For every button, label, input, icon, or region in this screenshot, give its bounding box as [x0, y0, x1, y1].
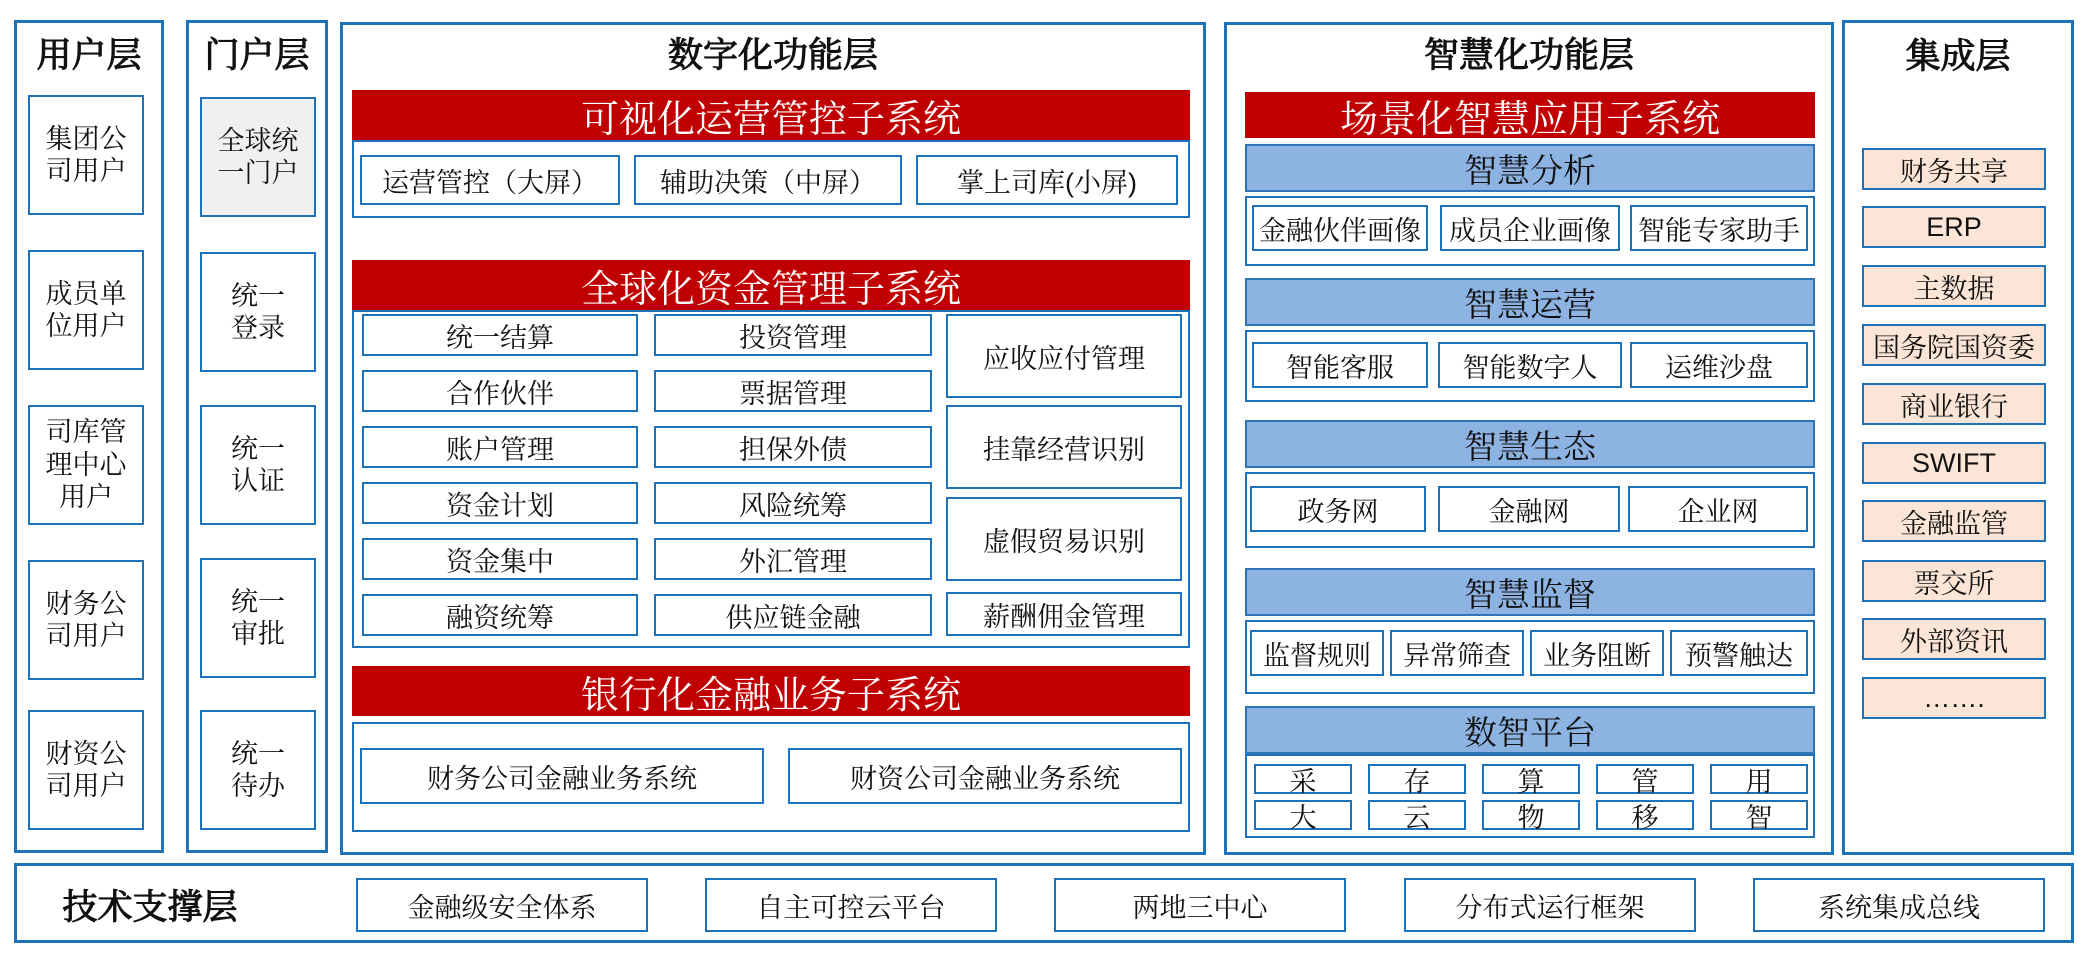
- user-item-member[interactable]: 成员单位用户: [28, 250, 144, 370]
- global-item[interactable]: 融资统筹: [362, 594, 638, 636]
- platform-cell[interactable]: 大: [1254, 800, 1352, 830]
- smart-analysis-item[interactable]: 金融伙伴画像: [1252, 205, 1428, 251]
- smart-ecology-item[interactable]: 金融网: [1438, 486, 1620, 532]
- smart-analysis-banner: 智慧分析: [1245, 144, 1815, 192]
- global-item[interactable]: 统一结算: [362, 314, 638, 356]
- platform-cell[interactable]: 智: [1710, 800, 1808, 830]
- platform-cell[interactable]: 算: [1482, 764, 1580, 794]
- digital-layer-title: 数字化功能层: [667, 36, 878, 75]
- global-item[interactable]: 风险统筹: [654, 482, 932, 524]
- tech-item[interactable]: 两地三中心: [1054, 878, 1346, 932]
- visual-item-mobile[interactable]: 掌上司库(小屏): [916, 155, 1178, 205]
- smart-supervision-item[interactable]: 监督规则: [1250, 630, 1384, 676]
- platform-cell[interactable]: 管: [1596, 764, 1694, 794]
- integration-item[interactable]: 金融监管: [1862, 500, 2046, 542]
- smart-analysis-item[interactable]: 智能专家助手: [1630, 205, 1808, 251]
- global-item[interactable]: 账户管理: [362, 426, 638, 468]
- platform-cell[interactable]: 物: [1482, 800, 1580, 830]
- global-item[interactable]: 挂靠经营识别: [946, 405, 1182, 489]
- smart-ecology-item[interactable]: 企业网: [1628, 486, 1808, 532]
- global-item[interactable]: 虚假贸易识别: [946, 497, 1182, 581]
- tech-item[interactable]: 自主可控云平台: [705, 878, 997, 932]
- smart-operation-banner: 智慧运营: [1245, 278, 1815, 326]
- tech-item[interactable]: 分布式运行框架: [1404, 878, 1696, 932]
- global-item[interactable]: 外汇管理: [654, 538, 932, 580]
- visual-item-midscreen[interactable]: 辅助决策（中屏）: [634, 155, 902, 205]
- portal-item-todo[interactable]: 统一待办: [200, 710, 316, 830]
- global-subsystem-banner: 全球化资金管理子系统: [352, 260, 1190, 310]
- scene-subsystem-banner: 场景化智慧应用子系统: [1245, 92, 1815, 138]
- integration-item[interactable]: ERP: [1862, 206, 2046, 248]
- platform-cell[interactable]: 云: [1368, 800, 1466, 830]
- global-item[interactable]: 资金计划: [362, 482, 638, 524]
- smart-supervision-item[interactable]: 异常筛查: [1390, 630, 1524, 676]
- global-item[interactable]: 资金集中: [362, 538, 638, 580]
- integration-item[interactable]: SWIFT: [1862, 442, 2046, 484]
- bank-item-wealth-company[interactable]: 财资公司金融业务系统: [788, 748, 1182, 804]
- integration-item[interactable]: 商业银行: [1862, 383, 2046, 425]
- integration-item[interactable]: 财务共享: [1862, 148, 2046, 190]
- portal-item-auth[interactable]: 统一认证: [200, 405, 316, 525]
- portal-layer-title: 门户层: [204, 36, 310, 75]
- smart-supervision-item[interactable]: 业务阻断: [1530, 630, 1664, 676]
- platform-cell[interactable]: 移: [1596, 800, 1694, 830]
- global-item[interactable]: 票据管理: [654, 370, 932, 412]
- global-item[interactable]: 投资管理: [654, 314, 932, 356]
- global-item[interactable]: 薪酬佣金管理: [946, 592, 1182, 636]
- bank-item-finance-company[interactable]: 财务公司金融业务系统: [360, 748, 764, 804]
- integration-item[interactable]: 主数据: [1862, 265, 2046, 307]
- smart-operation-item[interactable]: 智能数字人: [1438, 342, 1622, 388]
- visual-subsystem-banner: 可视化运营管控子系统: [352, 90, 1190, 140]
- portal-item-global[interactable]: 全球统一门户: [200, 97, 316, 217]
- global-item[interactable]: 合作伙伴: [362, 370, 638, 412]
- smart-analysis-item[interactable]: 成员企业画像: [1440, 205, 1620, 251]
- smart-ecology-banner: 智慧生态: [1245, 420, 1815, 468]
- tech-item[interactable]: 金融级安全体系: [356, 878, 648, 932]
- user-item-wealth-company[interactable]: 财资公司用户: [28, 710, 144, 830]
- user-item-treasury[interactable]: 司库管理中心用户: [28, 405, 144, 525]
- user-item-group[interactable]: 集团公司用户: [28, 95, 144, 215]
- global-item[interactable]: 供应链金融: [654, 594, 932, 636]
- integration-item[interactable]: 外部资讯: [1862, 618, 2046, 660]
- smart-operation-item[interactable]: 运维沙盘: [1630, 342, 1808, 388]
- platform-cell[interactable]: 采: [1254, 764, 1352, 794]
- portal-item-login[interactable]: 统一登录: [200, 252, 316, 372]
- smart-ecology-item[interactable]: 政务网: [1250, 486, 1426, 532]
- tech-item[interactable]: 系统集成总线: [1753, 878, 2045, 932]
- integration-item[interactable]: 国务院国资委: [1862, 324, 2046, 366]
- global-item[interactable]: 应收应付管理: [946, 314, 1182, 398]
- smart-operation-item[interactable]: 智能客服: [1252, 342, 1428, 388]
- visual-item-bigscreen[interactable]: 运营管控（大屏）: [360, 155, 620, 205]
- platform-cell[interactable]: 用: [1710, 764, 1808, 794]
- integration-layer-title: 集成层: [1905, 37, 2011, 76]
- integration-layer-panel: [1842, 20, 2074, 855]
- integration-item[interactable]: 票交所: [1862, 560, 2046, 602]
- user-layer-title: 用户层: [36, 36, 142, 75]
- smart-platform-banner: 数智平台: [1245, 706, 1815, 754]
- portal-item-approval[interactable]: 统一审批: [200, 558, 316, 678]
- smart-layer-title: 智慧化功能层: [1423, 36, 1634, 75]
- integration-item[interactable]: …….: [1862, 677, 2046, 719]
- platform-cell[interactable]: 存: [1368, 764, 1466, 794]
- smart-supervision-banner: 智慧监督: [1245, 568, 1815, 616]
- user-item-finance-company[interactable]: 财务公司用户: [28, 560, 144, 680]
- bank-subsystem-banner: 银行化金融业务子系统: [352, 666, 1190, 716]
- global-item[interactable]: 担保外债: [654, 426, 932, 468]
- tech-layer-title: 技术支撑层: [62, 888, 238, 927]
- smart-supervision-item[interactable]: 预警触达: [1670, 630, 1808, 676]
